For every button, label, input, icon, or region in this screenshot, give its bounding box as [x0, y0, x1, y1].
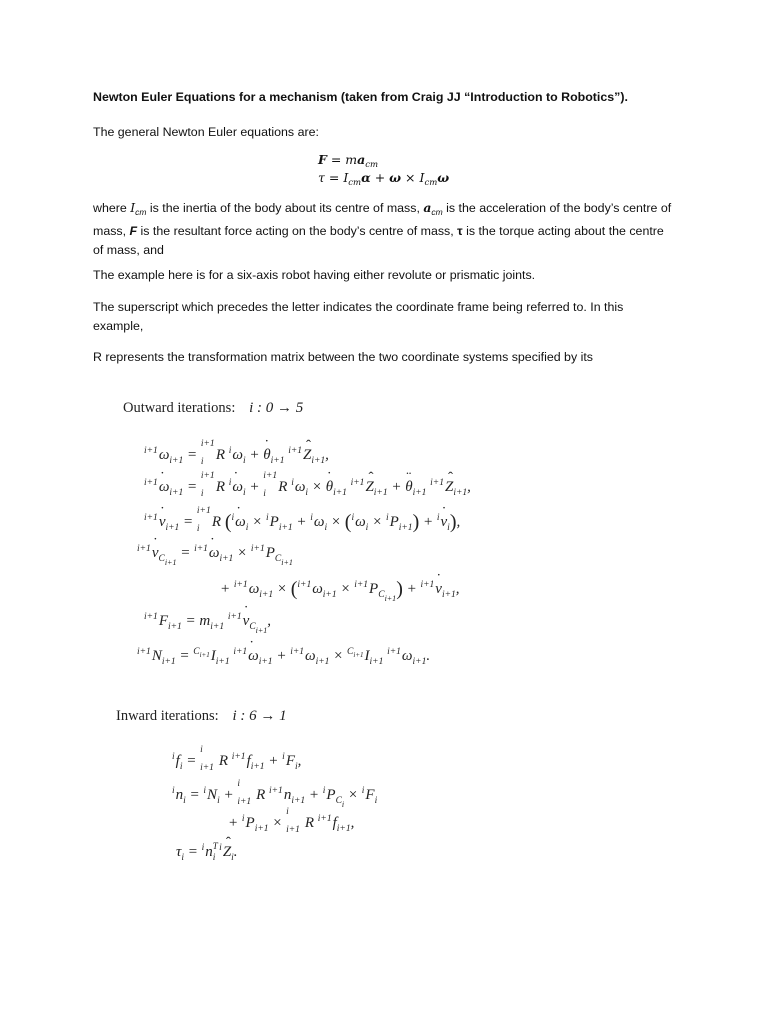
- rotation-paragraph: R represents the transformation matrix between the two coordinate systems specified by its: [93, 350, 593, 364]
- equation-angular-velocity: i+1ωi+1 = i+1 i R iωi + θ ˙i+1 i+1Z ˆi+1,: [144, 446, 329, 466]
- intro-paragraph: The general Newton Euler equations are:: [93, 125, 319, 139]
- equation-linear-acceleration: i+1v ˙i+1 = i+1 i R (iω ˙i × iPi+1 + iωi × (iωi × iPi+1) + iv ˙i),: [144, 511, 460, 534]
- equation-joint-torque: τi = in T i iZ ˆi.: [176, 843, 238, 863]
- definitions-paragraph: where $I_{cm}$ is the inertia of the body about its centre of mass, $a_{cm}$ is the acceleration of the body’s centre of mass, F is the resultant force acting on the body’s centre of mass, τ is the torque acting about the centre of mass, and: [93, 200, 672, 257]
- superscript-paragraph: The superscript which precedes the letter indicates the coordinate frame being referred to. In this example,: [93, 300, 624, 333]
- inward-iterations-title: Inward iterations: i : 6 → 1: [116, 708, 287, 724]
- equation-com-acceleration-cont: + i+1ωi+1 × (i+1ωi+1 × i+1PCi+1) + i+1v ˙i+1,: [220, 578, 460, 603]
- equation-com-acceleration: i+1v ˙Ci+1 = i+1ω ˙i+1 × i+1PCi+1: [137, 544, 293, 567]
- equation-moment-iteration: $i+1Ni+1 = C_{i+1}Ii+1$ i+1ω ˙i+1 + $i+1\omega i+1 \times C_{i+1}Ii+1$ i+1ωi+1.: [137, 647, 430, 667]
- equation-force-iteration: i+1Fi+1 = mi+1 i+1v ˙Ci+1,: [144, 612, 271, 635]
- equation-inward-moment-cont: + iPi+1 × i i+1 R i+1fi+1,: [228, 807, 355, 835]
- document-heading: Newton Euler Equations for a mechanism (taken from Craig JJ “Introduction to Robotics”).: [93, 90, 628, 104]
- equation-inward-force: ifi = i i+1 R i+1fi+1 + iFi,: [172, 745, 302, 773]
- example-paragraph: The example here is for a six-axis robot having either revolute or prismatic joints.: [93, 268, 536, 282]
- equation-force: $F = ma_{cm}$: [318, 152, 379, 170]
- equation-torque: $\tau = I_{cm}\alpha + \omega \times I_{cm}\omega$: [318, 170, 450, 188]
- equation-inward-moment: ini = iNi + i i+1 R i+1ni+1 + iPCi × iFi: [172, 779, 378, 809]
- equation-angular-acceleration: i+1ω ˙i+1 = i+1 i R iω ˙i + i+1 i R iωi × θ ˙i+1 i+1Z ˆi+1 + θ ¨i+1 i+1Z ˆi+1,: [144, 478, 471, 498]
- outward-iterations-title: Outward iterations: i : 0 → 5: [123, 400, 304, 416]
